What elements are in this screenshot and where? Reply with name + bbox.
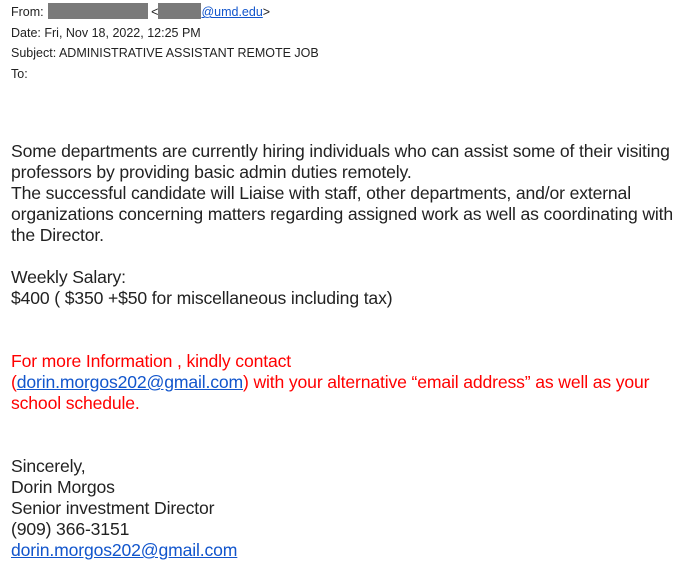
intro-paragraph-1: Some departments are currently hiring individuals who can assist some of their visiting professors by providing basic admin duties remotely.: [11, 141, 670, 182]
sender-email-domain-link[interactable]: @umd.edu: [201, 5, 263, 19]
intro-paragraph-2: The successful candidate will Liaise with staff, other departments, and/or external organizations concerning matters regarding assigned work as well as coordinating with the Director.: [11, 183, 674, 245]
spacer: [11, 309, 691, 351]
redacted-sender-name: [48, 3, 148, 19]
signer-name: Dorin Morgos: [11, 477, 115, 497]
salary-value: $400 ( $350 +$50 for miscellaneous including tax): [11, 288, 393, 308]
signer-title: Senior investment Director: [11, 498, 215, 518]
subject-value: ADMINISTRATIVE ASSISTANT REMOTE JOB: [58, 46, 319, 60]
date-value: Fri, Nov 18, 2022, 12:25 PM: [44, 25, 201, 40]
subject-label: Subject:: [11, 46, 57, 60]
signer-email-link[interactable]: dorin.morgos202@gmail.com: [11, 540, 238, 560]
signer-email-row: [11, 540, 691, 561]
from-label: From:: [11, 5, 44, 19]
subject-row: [11, 43, 319, 64]
date-row: [11, 23, 319, 44]
redacted-sender-user: [158, 3, 201, 19]
from-close-bracket: >: [262, 5, 271, 19]
salary-label: Weekly Salary:: [11, 267, 126, 287]
date-label: Date:: [11, 25, 41, 40]
contact-email-link[interactable]: dorin.morgos202@gmail.com: [16, 372, 244, 392]
spacer: [11, 246, 691, 267]
contact-instructions: [11, 372, 691, 414]
contact-prefix: For more Information , kindly contact: [11, 351, 291, 371]
email-header: [11, 2, 319, 84]
email-body: [11, 141, 691, 561]
signer-phone: (909) 366-3151: [11, 519, 130, 539]
spacer: [11, 414, 691, 456]
from-row: [11, 2, 319, 23]
to-label: To:: [11, 66, 28, 81]
contact-open-paren: (: [11, 372, 17, 392]
signoff: Sincerely,: [11, 456, 86, 476]
contact-suffix: ) with your alternative “email address” as well as your school schedule.: [11, 372, 650, 413]
from-open-bracket: <: [151, 5, 159, 19]
to-row: [11, 64, 319, 85]
